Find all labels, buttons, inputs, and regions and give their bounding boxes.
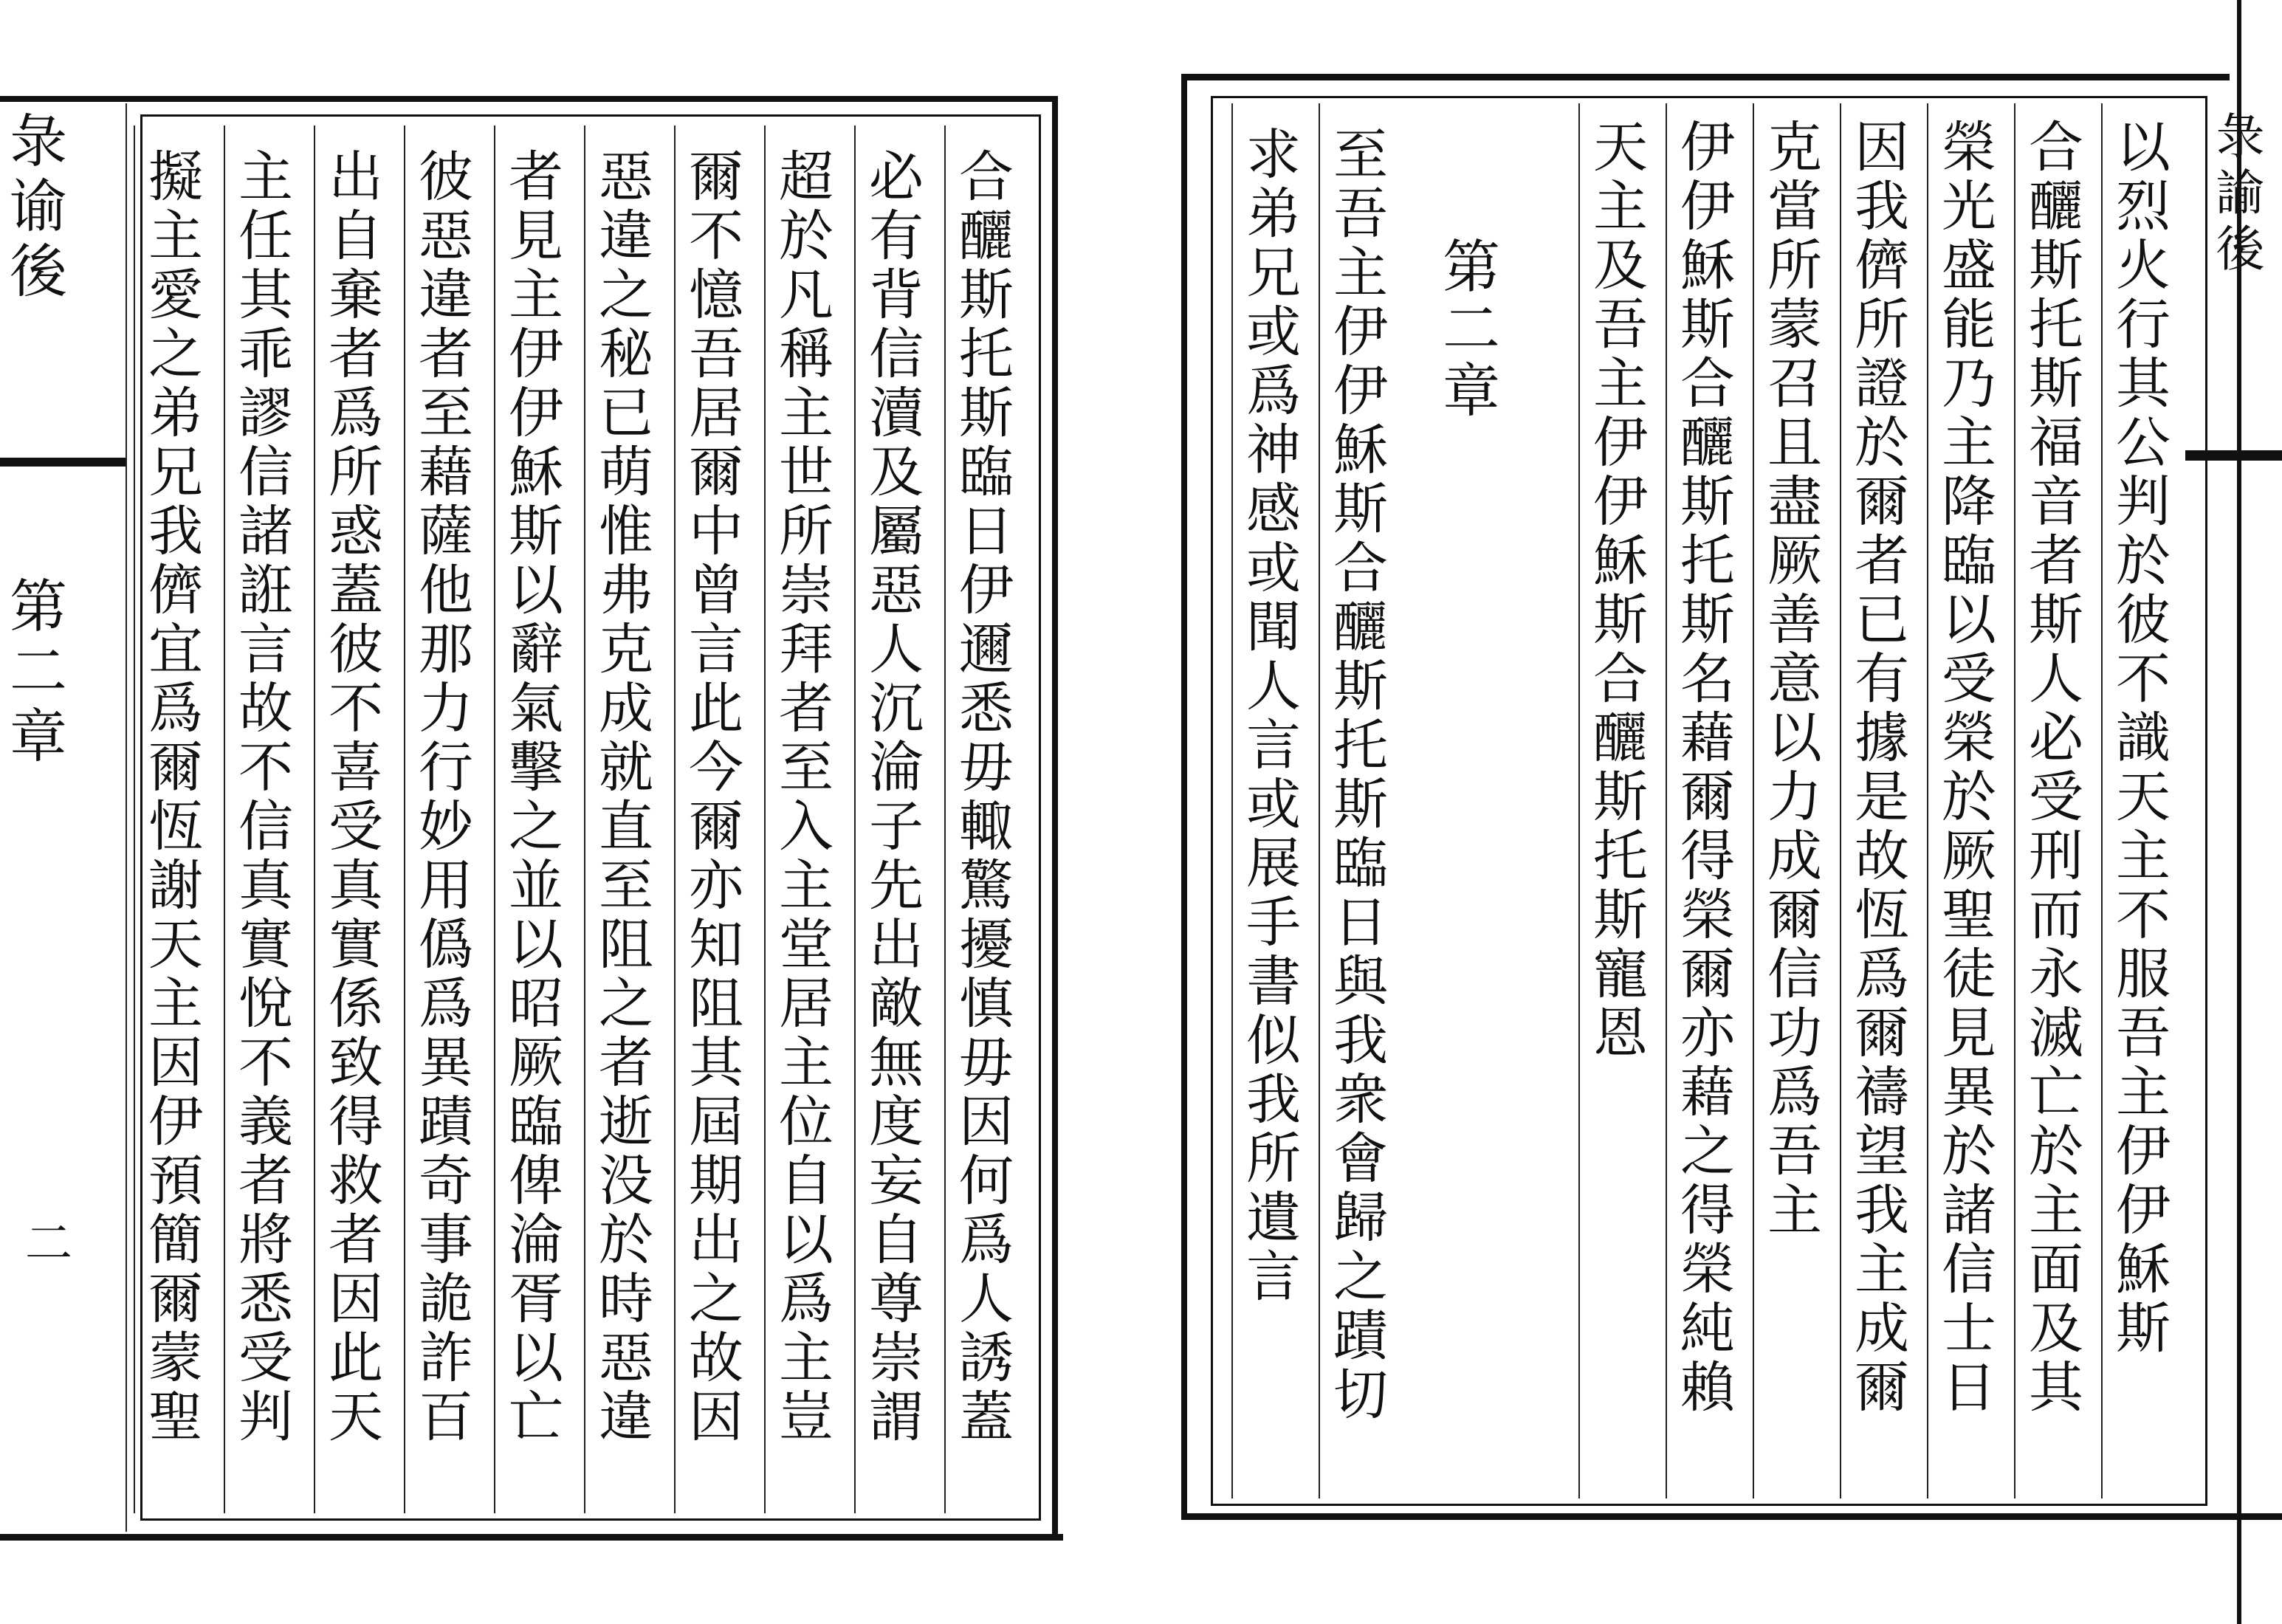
left-column-rule	[674, 125, 676, 1513]
right-page-top-border	[1181, 74, 2230, 80]
right-column-rule	[2014, 103, 2015, 1499]
right-column-rule	[1578, 103, 1580, 1499]
right-column-rule	[2101, 103, 2103, 1499]
right-column-rule	[1927, 103, 1928, 1499]
right-text-column: 合釃斯托斯福音者斯人必受刑而永滅亡於主面及其	[2020, 118, 2083, 1417]
left-sidebar-rule	[126, 103, 127, 1532]
right-column-rule	[1753, 103, 1754, 1499]
right-text-column: 克當所蒙召且盡厥善意以力成爾信功爲吾主	[1759, 118, 1822, 1240]
left-sidebar-divider	[0, 458, 126, 467]
left-text-column: 爾不憶吾居爾中曾言此今爾亦知阻其屆期出之故因	[680, 148, 743, 1447]
left-column-rule	[764, 125, 766, 1513]
right-text-column: 以烈火行其公判於彼不識天主不服吾主伊伊穌斯	[2107, 118, 2171, 1358]
left-page-right-border	[1052, 96, 1058, 1541]
right-sidebar-title: 彔諭後	[2207, 111, 2264, 279]
right-text-column: 伊伊穌斯合釃斯托斯名藉爾得榮爾亦藉之得榮純賴	[1671, 118, 1735, 1417]
left-page-number: 二	[17, 1218, 72, 1265]
left-text-column: 彼惡違者至藉薩他那力行妙用僞爲異蹟奇事詭詐百	[410, 148, 473, 1447]
left-column-rule	[134, 125, 135, 1513]
left-column-rule	[854, 125, 856, 1513]
left-column-rule	[944, 125, 946, 1513]
left-text-column: 出自棄者爲所惑蓋彼不喜受真實係致得救者因此天	[320, 148, 383, 1447]
left-column-rule	[314, 125, 315, 1513]
left-text-column: 主任其乖謬信諸誑言故不信真實悅不義者將悉受判	[230, 148, 293, 1447]
left-text-column: 惡違之秘已萌惟弗克成就直至阻之者逝没於時惡違	[590, 148, 653, 1447]
right-text-column: 至吾主伊伊穌斯合釃斯托斯臨日與我衆會歸之蹟切	[1324, 125, 1388, 1425]
right-sidebar-divider	[2185, 450, 2282, 461]
right-page-left-border	[1181, 74, 1187, 1520]
right-text-column: 求弟兄或爲神感或聞人言或展手書似我所遺言	[1237, 125, 1301, 1307]
left-sidebar-chapter: 第二章	[0, 576, 66, 771]
right-column-rule	[1840, 103, 1841, 1499]
left-page-top-border	[0, 96, 1056, 102]
left-column-rule	[584, 125, 585, 1513]
right-text-column: 天主及吾主伊伊穌斯合釃斯托斯寵恩	[1584, 118, 1648, 1063]
right-column-rule	[1319, 103, 1320, 1499]
left-column-rule	[494, 125, 495, 1513]
right-page-bottom-border	[1181, 1513, 2282, 1520]
left-text-column: 超於凡稱主世所崇拜者至入主堂居主位自以爲主豈	[770, 148, 834, 1447]
right-column-rule	[1231, 103, 1233, 1499]
left-text-column: 必有背信瀆及屬惡人沉淪子先出敵無度妄自尊崇謂	[860, 148, 924, 1447]
left-sidebar-title: 彔谕後	[0, 111, 66, 306]
right-text-column: 榮光盛能乃主降臨以受榮於厥聖徒見異於諸信士日	[1933, 118, 1996, 1417]
chapter-heading: 第二章	[1433, 236, 1499, 422]
right-column-rule	[1666, 103, 1667, 1499]
left-text-column: 合釃斯托斯臨日伊邇悉毋輙驚擾慎毋因何爲人誘蓋	[950, 148, 1014, 1447]
left-column-rule	[404, 125, 405, 1513]
left-page-bottom-border	[0, 1534, 1063, 1541]
left-text-column: 者見主伊伊穌斯以辭氣擊之並以昭厥臨俾淪胥以亡	[500, 148, 563, 1447]
left-text-column: 擬主愛之弟兄我儕宜爲爾恆謝天主因伊預簡爾蒙聖	[140, 148, 203, 1447]
left-column-rule	[224, 125, 225, 1513]
right-text-column: 因我儕所證於爾者已有據是故恆爲爾禱望我主成爾	[1846, 118, 1909, 1417]
